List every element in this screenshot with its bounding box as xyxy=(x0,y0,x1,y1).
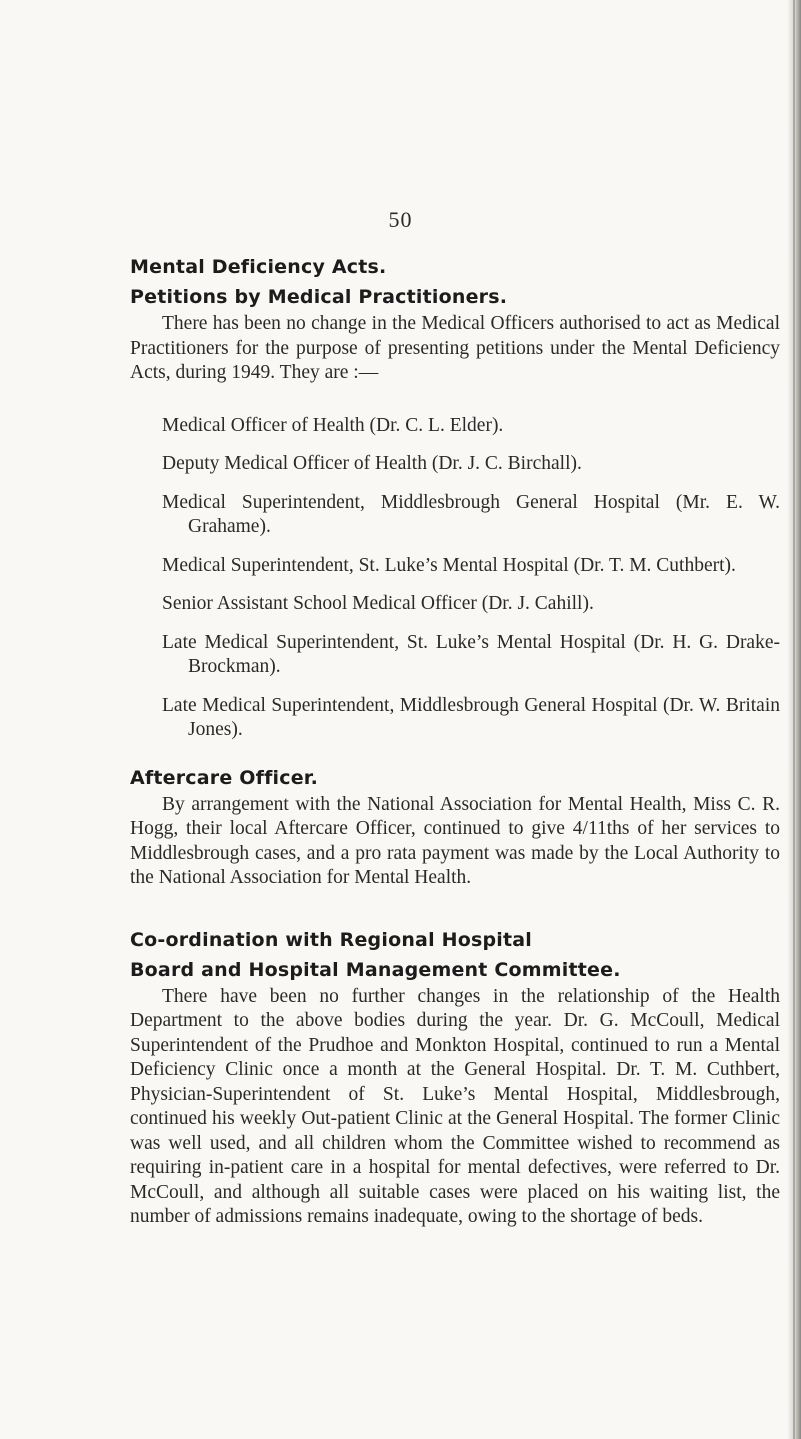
section-paragraph: There have been no further changes in the relationship of the Health Department to the above bodies during the year. Dr. G. McCoull, Medical Superintendent of the Prudhoe and Monkton Hospital, continued to run a Mental Deficiency Clinic once a month at the General Hospital. Dr. T. M. Cuthbert, Physician-Superintendent of St. Luke’s Mental Hospital, Middlesbrough, continued his weekly Out-patient Clinic at the General Hospital. The former Clinic was well used, and all children whom the Committee wished to recommend as requiring in-patient care in a hospital for mental defectives, were referred to Dr. McCoull, and although all suitable cases were placed on his waiting list, the number of admissions remains inadequate, owing to the shortage of beds. xyxy=(130,985,780,1227)
section-mental-deficiency-acts xyxy=(130,252,780,743)
list-item: Late Medical Superintendent, St. Luke’s Mental Hospital (Dr. H. G. Drake-Brockman). xyxy=(162,631,780,677)
list-item: Senior Assistant School Medical Officer (Dr. J. Cahill). xyxy=(162,593,594,614)
section-subheading: Petitions by Medical Practitioners. xyxy=(130,286,508,308)
list-item: Medical Officer of Health (Dr. C. L. Elder). xyxy=(162,414,504,436)
document-body xyxy=(130,252,780,1230)
section-heading: Co-ordination with Regional Hospital xyxy=(130,928,532,951)
section-aftercare-officer xyxy=(130,763,780,891)
section-paragraph: By arrangement with the National Association for Mental Health, Miss C. R. Hogg, their local Aftercare Officer, continued to give 4/11ths of her services to Middlesbrough cases, and a pro rata payment was made by the Local Authority to the National Association for Mental Health. xyxy=(130,793,780,888)
section-subheading: Board and Hospital Management Committee. xyxy=(130,958,621,981)
section-heading: Mental Deficiency Acts. xyxy=(130,256,387,278)
practitioner-list xyxy=(130,414,780,743)
list-item: Late Medical Superintendent, Middlesbrough General Hospital (Dr. W. Britain Jones). xyxy=(162,694,780,740)
list-item: Medical Superintendent, St. Luke’s Mental Hospital (Dr. T. M. Cuthbert). xyxy=(162,554,736,576)
page-number: 50 xyxy=(388,207,413,232)
section-heading: Aftercare Officer. xyxy=(130,766,319,789)
section-paragraph: There has been no change in the Medical Officers authorised to act as Medical Practitioners for the purpose of presenting petitions under the Mental Deficiency Acts, during 1949. They are :— xyxy=(130,313,780,383)
list-item: Deputy Medical Officer of Health (Dr. J. C. Birchall). xyxy=(162,453,582,474)
list-item: Medical Superintendent, Middlesbrough General Hospital (Mr. E. W. Grahame). xyxy=(162,491,780,537)
section-coordination xyxy=(130,925,780,1230)
